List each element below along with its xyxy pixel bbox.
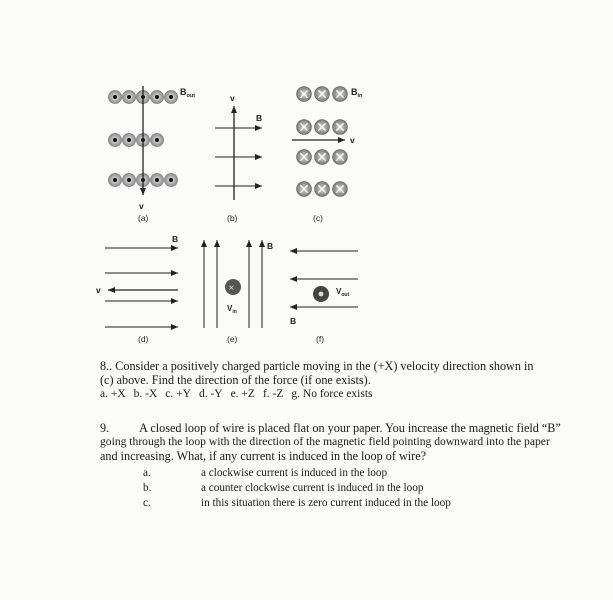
question-8-line-1: 8.. Consider a positively charged particle moving in the (+X) velocity direction shown in (100, 359, 534, 373)
option[interactable]: g. No force exists (291, 388, 373, 400)
velocity-label: v (96, 285, 101, 295)
question-number: 9. (100, 421, 110, 435)
field-in-cross-symbol (297, 182, 312, 197)
field-in-cross-symbol (315, 182, 330, 197)
question-9-line-2: going through the loop with the direction of the magnetic field pointing downward into the paper (100, 435, 550, 448)
figure-c (292, 87, 363, 223)
field-label: B (267, 241, 274, 251)
field-out-dot-symbol (150, 90, 163, 103)
figure-caption: (b) (227, 213, 238, 223)
field-in-cross-symbol (333, 87, 348, 102)
field-in-cross-symbol (297, 120, 312, 135)
choice-letter: c. (143, 497, 151, 509)
figure-caption: (c) (313, 213, 323, 223)
field-out-dot-symbol (122, 90, 135, 103)
field-in-cross-symbol (297, 150, 312, 165)
field-in-cross-symbol (315, 87, 330, 102)
field-in-cross-symbol (333, 150, 348, 165)
field-out-dot-symbol (150, 133, 163, 146)
question-8-line-2: (c) above. Find the direction of the force (if one exists). (100, 373, 371, 387)
question-8-options (100, 387, 590, 401)
field-label: B (172, 234, 179, 244)
option[interactable]: d. -Y (198, 388, 223, 400)
field-out-dot-symbol (108, 173, 121, 186)
field-out-dot-symbol (150, 173, 163, 186)
choice-letter: a. (143, 467, 151, 479)
field-in-cross-symbol (297, 87, 312, 102)
field-out-dot-symbol (164, 90, 177, 103)
option[interactable]: b. -X (133, 388, 158, 400)
choice-text[interactable]: a counter clockwise current is induced in the loop (201, 482, 424, 494)
option[interactable]: c. +Y (165, 388, 191, 400)
option[interactable]: f. -Z (262, 388, 284, 400)
field-out-dot-symbol (164, 173, 177, 186)
question-8 (100, 359, 590, 401)
velocity-label: $V_{out}$ (336, 287, 350, 298)
velocity-label: v (139, 201, 144, 211)
field-label: B (290, 316, 297, 326)
field-label: $B_{out}$ (180, 87, 196, 99)
field-in-cross-symbol (333, 182, 348, 197)
figure-f (290, 251, 358, 344)
choice-letter: b. (143, 482, 152, 494)
figure-caption: (f) (316, 334, 325, 344)
question-text: A closed loop of wire is placed flat on your paper. You increase the magnetic field “B” (139, 421, 561, 435)
field-in-cross-symbol (315, 150, 330, 165)
question-9-line-1 (100, 421, 595, 435)
figure-e (204, 240, 273, 344)
figure-d (96, 234, 178, 344)
cross-mark: × (228, 283, 235, 294)
field-in-cross-symbol (315, 120, 330, 135)
velocity-label: v (230, 93, 235, 103)
velocity-label: $V_{in}$ (227, 304, 237, 315)
choice-text[interactable]: a clockwise current is induced in the loop (201, 467, 388, 479)
figure-a (108, 86, 195, 223)
choice-text[interactable]: in this situation there is zero current induced in the loop (201, 497, 451, 509)
figure-caption: (e) (227, 334, 238, 344)
field-label: B (256, 113, 263, 123)
field-out-dot-symbol (108, 133, 121, 146)
figure-b (215, 93, 262, 223)
figure-caption: (d) (138, 334, 149, 344)
option[interactable]: a. +X (100, 388, 126, 400)
field-in-crosses (297, 87, 348, 197)
figure-caption: (a) (138, 213, 149, 223)
field-out-dot-symbol (122, 173, 135, 186)
question-9 (100, 421, 595, 463)
option[interactable]: e. +Z (230, 388, 255, 400)
velocity-label: v (350, 135, 355, 145)
dot-mark (319, 292, 324, 297)
field-label: $B_{in}$ (351, 87, 363, 99)
question-9-line-3: and increasing. What, if any current is induced in the loop of wire? (100, 449, 427, 463)
field-out-dot-symbol (122, 133, 135, 146)
field-in-cross-symbol (333, 120, 348, 135)
field-out-dot-symbol (108, 90, 121, 103)
